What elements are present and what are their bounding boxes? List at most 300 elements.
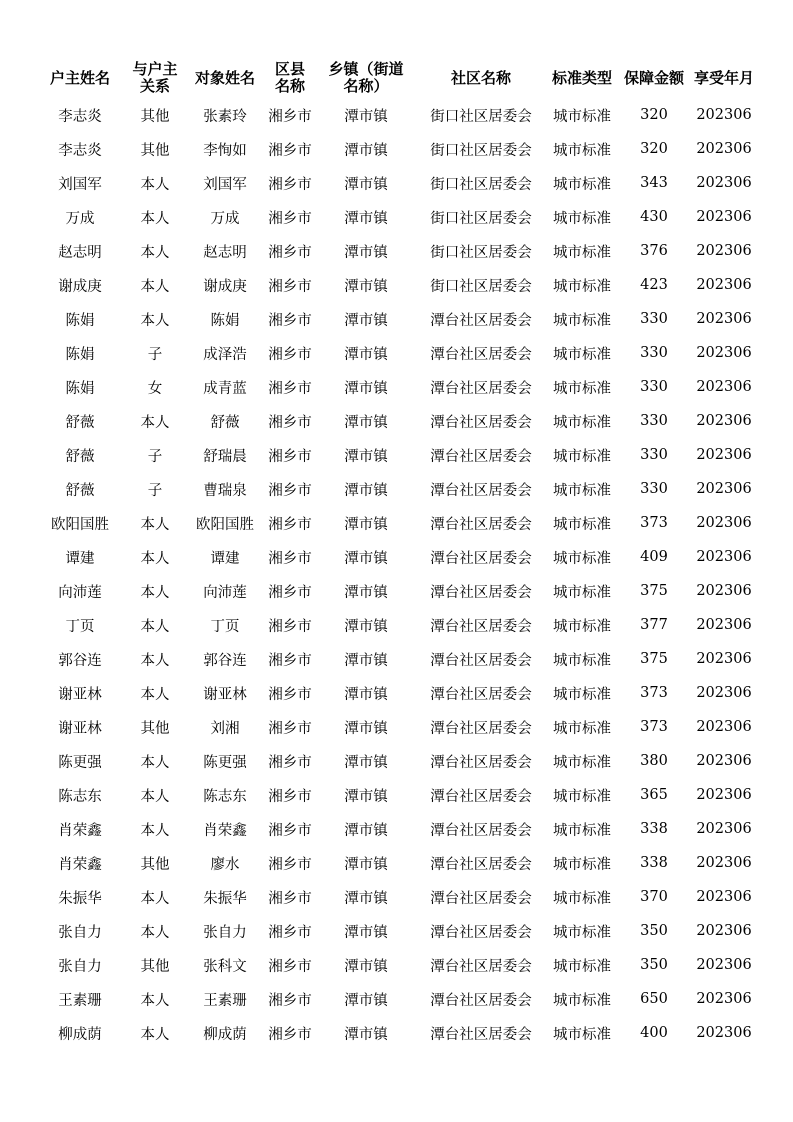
cell-county-name: 湘乡市 [268,210,312,227]
cell-standard-type: 城市标准 [553,720,611,737]
cell-relation-to-head: 本人 [140,754,170,771]
cell-relation-to-head: 本人 [140,992,170,1009]
cell-relation-to-head: 本人 [140,550,170,567]
cell-standard-type: 城市标准 [553,210,611,227]
cell-benefit-month: 202306 [696,719,752,735]
header-line: 对象姓名 [194,68,255,87]
cell-standard-type: 城市标准 [553,244,611,261]
header-standard-type [547,58,617,98]
cell-allowance-amount: 330 [640,447,668,463]
cell-county-name: 湘乡市 [268,380,312,397]
cell-allowance-amount: 350 [640,957,668,973]
cell-allowance-amount: 338 [640,821,668,837]
cell-town-name: 潭市镇 [344,652,388,669]
cell-allowance-amount: 330 [640,345,668,361]
cell-county-name: 湘乡市 [268,448,312,465]
cell-community-name: 潭台社区居委会 [430,312,532,329]
header-line: 户主姓名 [49,68,110,87]
cell-town-name: 潭市镇 [344,380,388,397]
header-line: 与户主 [132,60,178,78]
cell-county-name: 湘乡市 [268,618,312,635]
cell-household-head-name: 舒薇 [65,414,95,431]
cell-standard-type: 城市标准 [553,618,611,635]
document-page [37,58,757,1050]
table-row [37,982,757,1016]
cell-household-head-name: 舒薇 [65,448,95,465]
cell-allowance-amount: 338 [640,855,668,871]
cell-town-name: 潭市镇 [344,278,388,295]
cell-household-head-name: 张自力 [58,958,102,975]
cell-community-name: 潭台社区居委会 [430,652,532,669]
cell-household-head-name: 刘国军 [58,176,102,193]
table-row [37,166,757,200]
header-line: 乡镇（街道 [328,60,404,78]
cell-community-name: 潭台社区居委会 [430,550,532,567]
table-row [37,98,757,132]
cell-town-name: 潭市镇 [344,108,388,125]
cell-county-name: 湘乡市 [268,958,312,975]
cell-relation-to-head: 本人 [140,414,170,431]
cell-community-name: 街口社区居委会 [430,176,532,193]
cell-household-head-name: 陈娟 [65,312,95,329]
cell-county-name: 湘乡市 [268,720,312,737]
cell-town-name: 潭市镇 [344,890,388,907]
header-line: 标准类型 [551,68,612,87]
table-row [37,676,757,710]
cell-allowance-amount: 400 [640,1025,668,1041]
cell-relation-to-head: 本人 [140,652,170,669]
cell-benefit-month: 202306 [696,549,752,565]
cell-allowance-amount: 373 [640,515,668,531]
table-row [37,404,757,438]
cell-allowance-amount: 320 [640,107,668,123]
cell-recipient-name: 舒瑞晨 [203,448,247,465]
cell-household-head-name: 陈娟 [65,346,95,363]
cell-town-name: 潭市镇 [344,346,388,363]
cell-standard-type: 城市标准 [553,448,611,465]
cell-benefit-month: 202306 [696,447,752,463]
cell-community-name: 街口社区居委会 [430,278,532,295]
cell-benefit-month: 202306 [696,991,752,1007]
table-row [37,336,757,370]
cell-relation-to-head: 本人 [140,278,170,295]
cell-standard-type: 城市标准 [553,482,611,499]
cell-community-name: 潭台社区居委会 [430,822,532,839]
cell-county-name: 湘乡市 [268,686,312,703]
cell-county-name: 湘乡市 [268,312,312,329]
cell-recipient-name: 谢亚林 [203,686,247,703]
table-row [37,302,757,336]
cell-relation-to-head: 本人 [140,686,170,703]
cell-household-head-name: 肖荣鑫 [58,856,102,873]
cell-community-name: 街口社区居委会 [430,210,532,227]
cell-benefit-month: 202306 [696,1025,752,1041]
cell-recipient-name: 成泽浩 [203,346,247,363]
cell-allowance-amount: 380 [640,753,668,769]
cell-household-head-name: 郭谷连 [58,652,102,669]
cell-recipient-name: 陈志东 [203,788,247,805]
cell-allowance-amount: 373 [640,719,668,735]
cell-allowance-amount: 409 [640,549,668,565]
cell-county-name: 湘乡市 [268,142,312,159]
cell-recipient-name: 张自力 [203,924,247,941]
cell-town-name: 潭市镇 [344,414,388,431]
cell-county-name: 湘乡市 [268,346,312,363]
cell-benefit-month: 202306 [696,481,752,497]
cell-standard-type: 城市标准 [553,278,611,295]
cell-relation-to-head: 本人 [140,618,170,635]
cell-county-name: 湘乡市 [268,856,312,873]
cell-recipient-name: 廖水 [210,856,240,873]
cell-standard-type: 城市标准 [553,108,611,125]
cell-allowance-amount: 377 [640,617,668,633]
cell-allowance-amount: 350 [640,923,668,939]
cell-standard-type: 城市标准 [553,822,611,839]
cell-town-name: 潭市镇 [344,244,388,261]
cell-benefit-month: 202306 [696,889,752,905]
header-line: 社区名称 [450,68,511,87]
cell-benefit-month: 202306 [696,413,752,429]
cell-household-head-name: 谭建 [65,550,95,567]
cell-town-name: 潭市镇 [344,754,388,771]
cell-recipient-name: 王素珊 [203,992,247,1009]
cell-relation-to-head: 其他 [140,958,170,975]
cell-allowance-amount: 376 [640,243,668,259]
cell-relation-to-head: 本人 [140,1026,170,1043]
cell-county-name: 湘乡市 [268,278,312,295]
cell-recipient-name: 张科文 [203,958,247,975]
cell-town-name: 潭市镇 [344,822,388,839]
cell-community-name: 潭台社区居委会 [430,992,532,1009]
cell-benefit-month: 202306 [696,515,752,531]
cell-town-name: 潭市镇 [344,584,388,601]
cell-county-name: 湘乡市 [268,924,312,941]
cell-relation-to-head: 本人 [140,924,170,941]
cell-town-name: 潭市镇 [344,856,388,873]
cell-county-name: 湘乡市 [268,1026,312,1043]
cell-town-name: 潭市镇 [344,924,388,941]
cell-town-name: 潭市镇 [344,210,388,227]
cell-standard-type: 城市标准 [553,176,611,193]
cell-community-name: 潭台社区居委会 [430,516,532,533]
cell-relation-to-head: 本人 [140,584,170,601]
cell-standard-type: 城市标准 [553,856,611,873]
table-row [37,710,757,744]
cell-town-name: 潭市镇 [344,788,388,805]
cell-town-name: 潭市镇 [344,1026,388,1043]
cell-allowance-amount: 423 [640,277,668,293]
table-row [37,574,757,608]
cell-recipient-name: 陈更强 [203,754,247,771]
cell-county-name: 湘乡市 [268,176,312,193]
cell-town-name: 潭市镇 [344,312,388,329]
cell-standard-type: 城市标准 [553,1026,611,1043]
cell-community-name: 潭台社区居委会 [430,414,532,431]
cell-community-name: 潭台社区居委会 [430,618,532,635]
cell-standard-type: 城市标准 [553,584,611,601]
cell-county-name: 湘乡市 [268,550,312,567]
cell-recipient-name: 成青蓝 [203,380,247,397]
cell-household-head-name: 李志炎 [58,108,102,125]
table-body [37,98,757,1050]
cell-relation-to-head: 其他 [140,856,170,873]
cell-county-name: 湘乡市 [268,822,312,839]
cell-relation-to-head: 女 [147,380,163,397]
cell-recipient-name: 刘湘 [210,720,240,737]
cell-recipient-name: 曹瑞泉 [203,482,247,499]
cell-town-name: 潭市镇 [344,720,388,737]
header-line: 享受年月 [693,68,754,87]
cell-county-name: 湘乡市 [268,244,312,261]
cell-household-head-name: 李志炎 [58,142,102,159]
cell-benefit-month: 202306 [696,243,752,259]
cell-recipient-name: 舒薇 [210,414,240,431]
cell-community-name: 潭台社区居委会 [430,346,532,363]
cell-town-name: 潭市镇 [344,142,388,159]
cell-standard-type: 城市标准 [553,992,611,1009]
cell-town-name: 潭市镇 [344,550,388,567]
cell-allowance-amount: 370 [640,889,668,905]
table-row [37,642,757,676]
cell-relation-to-head: 本人 [140,890,170,907]
cell-relation-to-head: 子 [147,482,163,499]
cell-household-head-name: 向沛莲 [58,584,102,601]
cell-standard-type: 城市标准 [553,380,611,397]
cell-recipient-name: 陈娟 [210,312,240,329]
cell-relation-to-head: 子 [147,346,163,363]
cell-household-head-name: 谢成庚 [58,278,102,295]
cell-household-head-name: 欧阳国胜 [51,516,109,533]
cell-recipient-name: 谭建 [210,550,240,567]
cell-allowance-amount: 330 [640,413,668,429]
cell-recipient-name: 欧阳国胜 [196,516,254,533]
header-county-name [263,58,317,98]
cell-county-name: 湘乡市 [268,890,312,907]
cell-standard-type: 城市标准 [553,550,611,567]
cell-benefit-month: 202306 [696,617,752,633]
cell-recipient-name: 谢成庚 [203,278,247,295]
cell-allowance-amount: 330 [640,379,668,395]
table-row [37,1016,757,1050]
table-row [37,438,757,472]
cell-relation-to-head: 其他 [140,720,170,737]
header-line: 保障金额 [623,68,684,87]
cell-benefit-month: 202306 [696,685,752,701]
cell-town-name: 潭市镇 [344,516,388,533]
cell-recipient-name: 张素玲 [203,108,247,125]
header-household-head-name [37,58,123,98]
cell-county-name: 湘乡市 [268,482,312,499]
cell-standard-type: 城市标准 [553,516,611,533]
cell-allowance-amount: 330 [640,481,668,497]
cell-standard-type: 城市标准 [553,142,611,159]
header-relation-to-head [123,58,187,98]
cell-recipient-name: 赵志明 [203,244,247,261]
cell-county-name: 湘乡市 [268,414,312,431]
header-line: 名称） [343,77,389,95]
header-line: 名称 [274,77,305,95]
cell-household-head-name: 陈更强 [58,754,102,771]
cell-allowance-amount: 330 [640,311,668,327]
table-row [37,948,757,982]
table-row [37,370,757,404]
table-row [37,234,757,268]
cell-recipient-name: 肖荣鑫 [203,822,247,839]
cell-allowance-amount: 365 [640,787,668,803]
cell-standard-type: 城市标准 [553,958,611,975]
table-row [37,812,757,846]
cell-town-name: 潭市镇 [344,958,388,975]
cell-household-head-name: 肖荣鑫 [58,822,102,839]
header-allowance-amount [617,58,691,98]
table-header [37,58,757,98]
table-row [37,846,757,880]
cell-benefit-month: 202306 [696,107,752,123]
cell-recipient-name: 郭谷连 [203,652,247,669]
cell-standard-type: 城市标准 [553,312,611,329]
cell-town-name: 潭市镇 [344,686,388,703]
cell-community-name: 潭台社区居委会 [430,754,532,771]
allowance-table [37,58,757,1050]
cell-county-name: 湘乡市 [268,516,312,533]
cell-county-name: 湘乡市 [268,108,312,125]
cell-community-name: 潭台社区居委会 [430,958,532,975]
cell-benefit-month: 202306 [696,277,752,293]
cell-benefit-month: 202306 [696,957,752,973]
cell-standard-type: 城市标准 [553,754,611,771]
cell-benefit-month: 202306 [696,855,752,871]
cell-community-name: 潭台社区居委会 [430,482,532,499]
cell-community-name: 潭台社区居委会 [430,584,532,601]
cell-recipient-name: 柳成荫 [203,1026,247,1043]
cell-community-name: 潭台社区居委会 [430,924,532,941]
cell-community-name: 潭台社区居委会 [430,890,532,907]
cell-relation-to-head: 本人 [140,244,170,261]
cell-community-name: 潭台社区居委会 [430,788,532,805]
header-benefit-month [691,58,757,98]
cell-community-name: 潭台社区居委会 [430,720,532,737]
header-town-name [317,58,415,98]
cell-benefit-month: 202306 [696,923,752,939]
cell-town-name: 潭市镇 [344,448,388,465]
cell-benefit-month: 202306 [696,345,752,361]
cell-town-name: 潭市镇 [344,176,388,193]
header-row [37,58,757,98]
cell-benefit-month: 202306 [696,311,752,327]
cell-allowance-amount: 343 [640,175,668,191]
cell-community-name: 街口社区居委会 [430,142,532,159]
cell-benefit-month: 202306 [696,787,752,803]
cell-standard-type: 城市标准 [553,924,611,941]
cell-town-name: 潭市镇 [344,618,388,635]
cell-household-head-name: 陈志东 [58,788,102,805]
cell-household-head-name: 柳成荫 [58,1026,102,1043]
cell-community-name: 街口社区居委会 [430,108,532,125]
cell-standard-type: 城市标准 [553,346,611,363]
table-row [37,744,757,778]
cell-allowance-amount: 320 [640,141,668,157]
cell-recipient-name: 向沛莲 [203,584,247,601]
cell-community-name: 潭台社区居委会 [430,448,532,465]
cell-household-head-name: 朱振华 [58,890,102,907]
cell-recipient-name: 李恂如 [203,142,247,159]
cell-household-head-name: 谢亚林 [58,720,102,737]
cell-recipient-name: 刘国军 [203,176,247,193]
cell-household-head-name: 陈娟 [65,380,95,397]
cell-relation-to-head: 本人 [140,210,170,227]
cell-county-name: 湘乡市 [268,788,312,805]
cell-recipient-name: 万成 [210,210,240,227]
cell-county-name: 湘乡市 [268,584,312,601]
cell-household-head-name: 舒薇 [65,482,95,499]
cell-standard-type: 城市标准 [553,414,611,431]
cell-household-head-name: 张自力 [58,924,102,941]
cell-relation-to-head: 子 [147,448,163,465]
table-row [37,608,757,642]
cell-standard-type: 城市标准 [553,652,611,669]
cell-community-name: 潭台社区居委会 [430,1026,532,1043]
cell-household-head-name: 赵志明 [58,244,102,261]
cell-recipient-name: 丁页 [210,618,240,635]
cell-benefit-month: 202306 [696,379,752,395]
cell-relation-to-head: 本人 [140,312,170,329]
cell-household-head-name: 王素珊 [58,992,102,1009]
cell-relation-to-head: 本人 [140,822,170,839]
cell-allowance-amount: 375 [640,583,668,599]
table-row [37,472,757,506]
cell-community-name: 潭台社区居委会 [430,856,532,873]
table-row [37,914,757,948]
cell-town-name: 潭市镇 [344,482,388,499]
cell-benefit-month: 202306 [696,651,752,667]
cell-standard-type: 城市标准 [553,890,611,907]
cell-allowance-amount: 373 [640,685,668,701]
cell-relation-to-head: 其他 [140,142,170,159]
cell-relation-to-head: 本人 [140,176,170,193]
cell-allowance-amount: 375 [640,651,668,667]
table-row [37,778,757,812]
cell-household-head-name: 丁页 [65,618,95,635]
header-line: 区县 [274,60,305,78]
cell-community-name: 潭台社区居委会 [430,686,532,703]
cell-county-name: 湘乡市 [268,652,312,669]
cell-benefit-month: 202306 [696,583,752,599]
cell-county-name: 湘乡市 [268,992,312,1009]
cell-community-name: 潭台社区居委会 [430,380,532,397]
cell-standard-type: 城市标准 [553,788,611,805]
header-recipient-name [187,58,263,98]
table-row [37,880,757,914]
cell-allowance-amount: 430 [640,209,668,225]
cell-household-head-name: 万成 [65,210,95,227]
cell-benefit-month: 202306 [696,175,752,191]
cell-county-name: 湘乡市 [268,754,312,771]
cell-benefit-month: 202306 [696,821,752,837]
cell-recipient-name: 朱振华 [203,890,247,907]
cell-benefit-month: 202306 [696,753,752,769]
cell-household-head-name: 谢亚林 [58,686,102,703]
cell-allowance-amount: 650 [640,991,668,1007]
table-row [37,132,757,166]
cell-relation-to-head: 本人 [140,516,170,533]
table-row [37,540,757,574]
table-row [37,268,757,302]
cell-benefit-month: 202306 [696,141,752,157]
cell-standard-type: 城市标准 [553,686,611,703]
header-line: 关系 [139,77,170,95]
table-row [37,200,757,234]
cell-community-name: 街口社区居委会 [430,244,532,261]
